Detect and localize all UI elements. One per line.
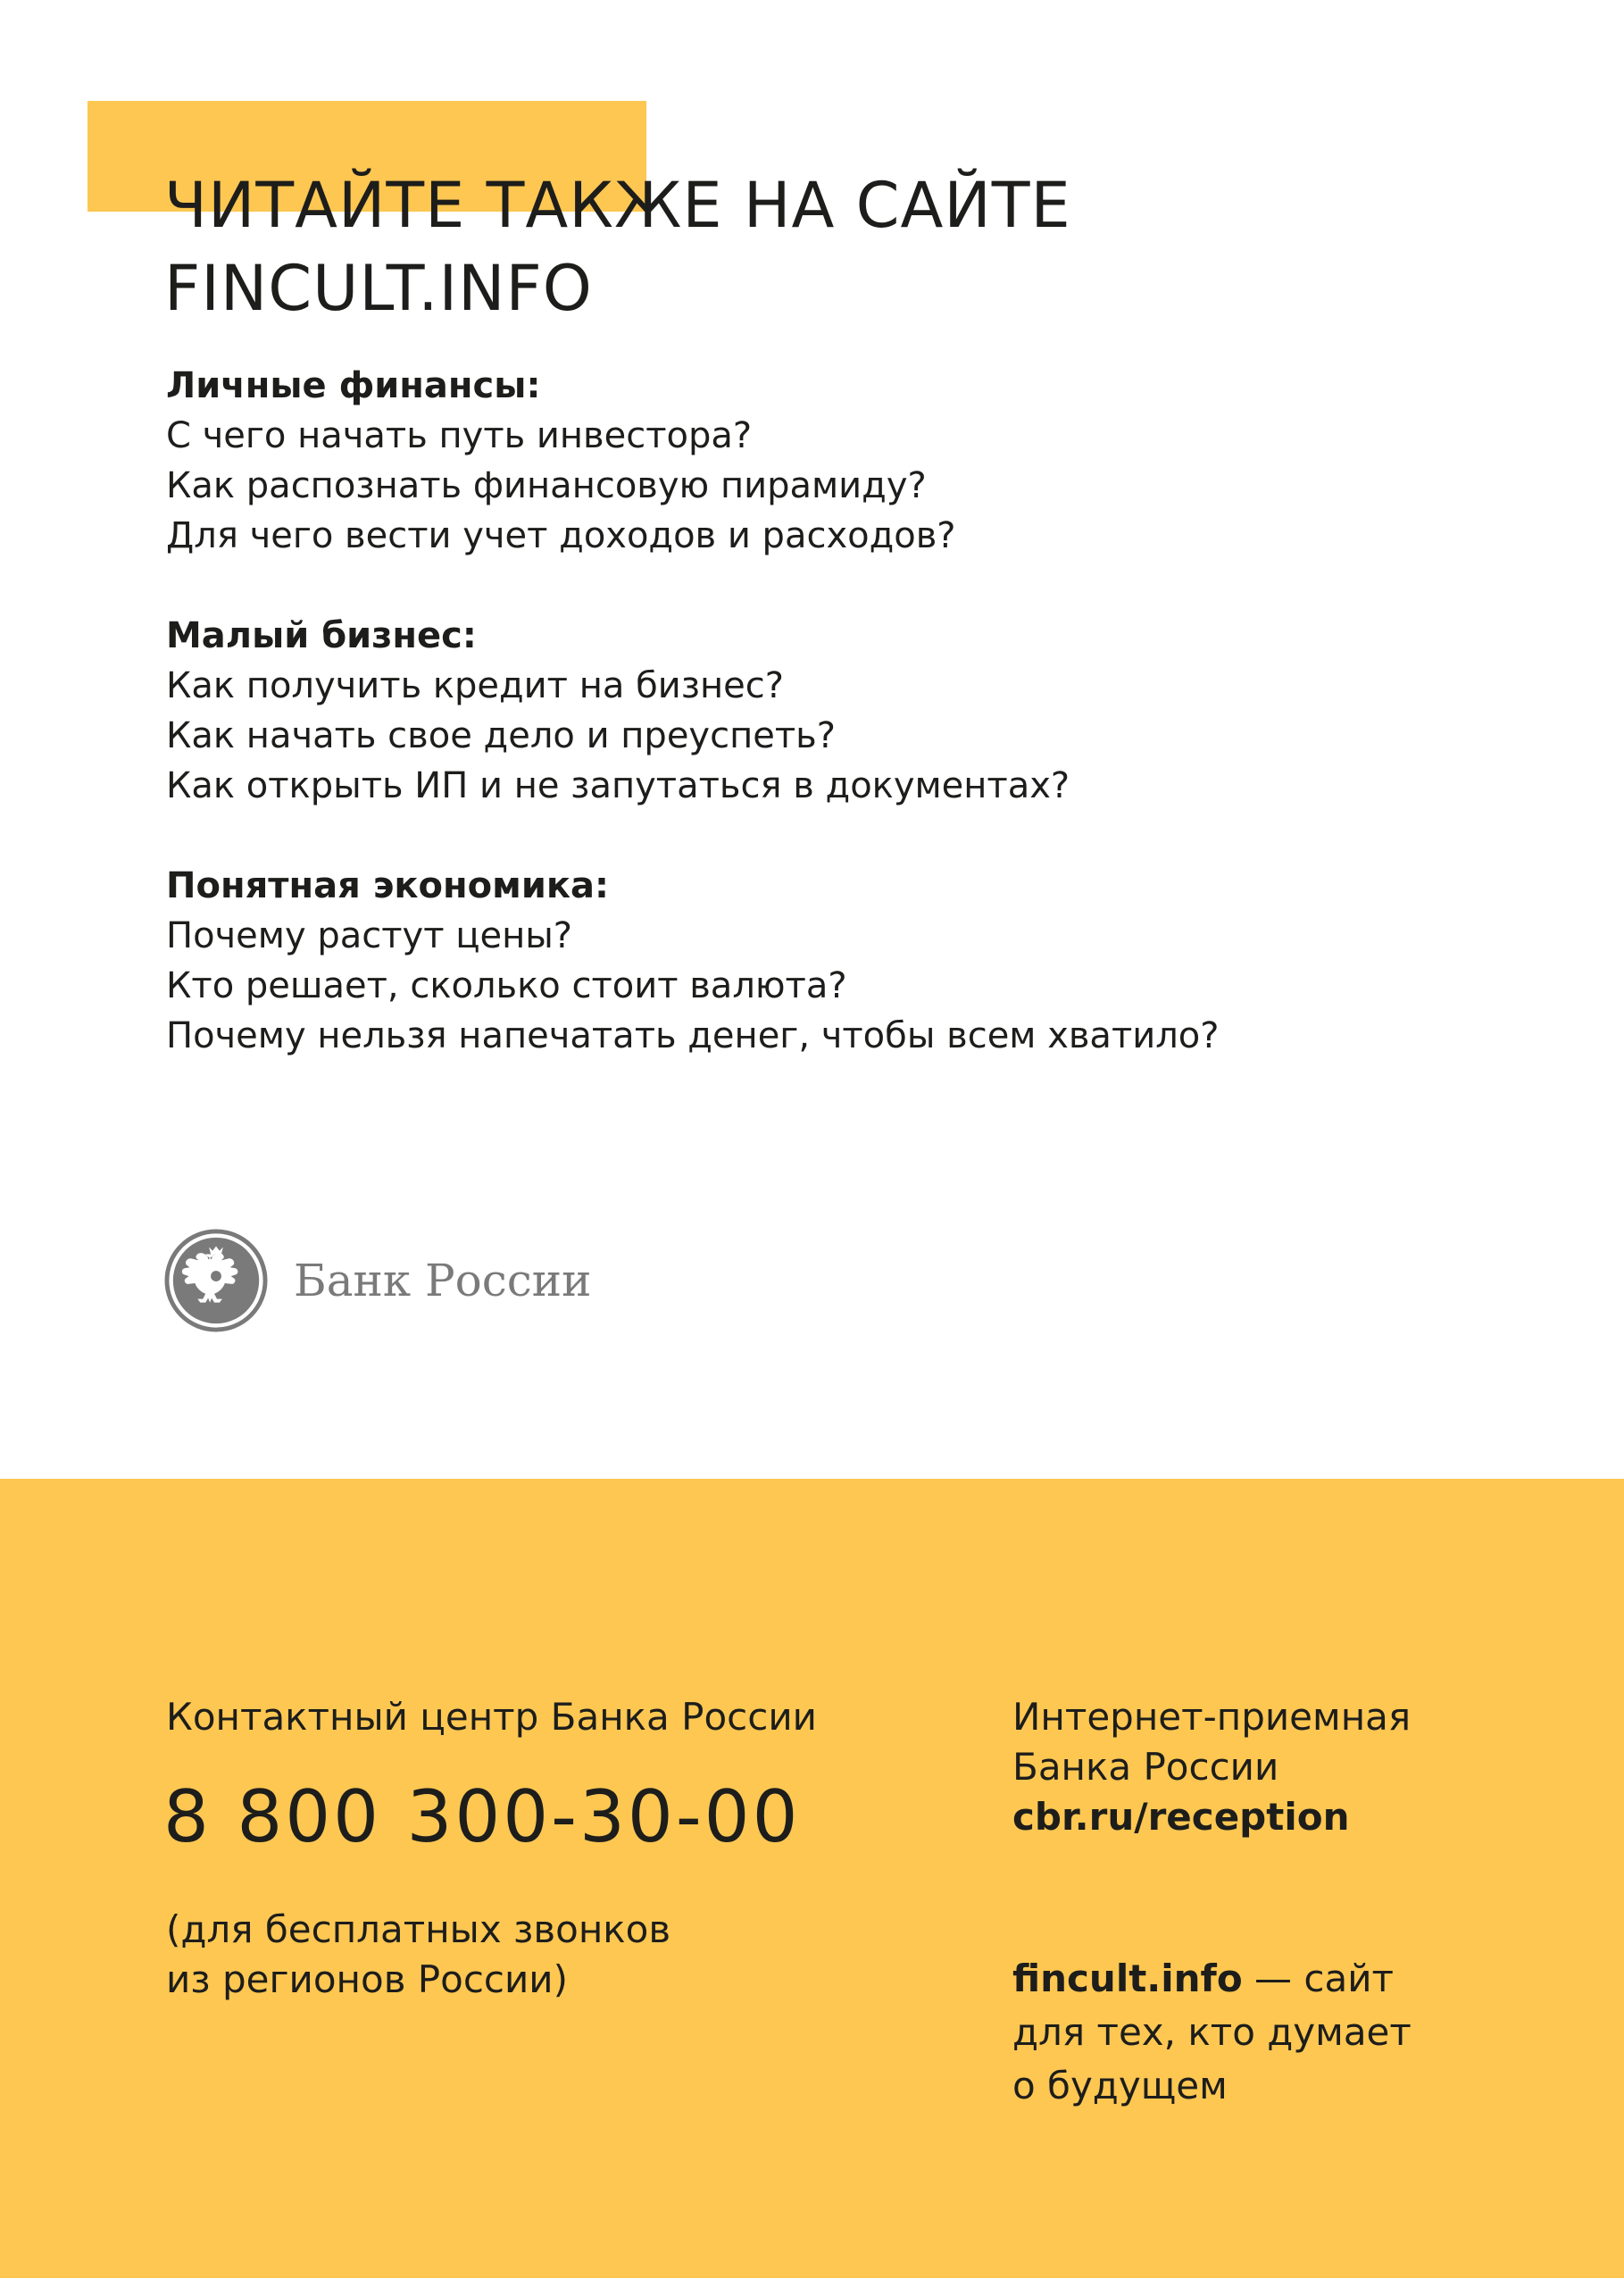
topic-item: Как распознать финансовую пирамиду? [166,465,927,506]
phone-note-line-2: из регионов России) [166,1957,568,2001]
bank-of-russia-logo [163,1226,591,1335]
topic-title: Малый бизнес: [166,615,477,656]
reception-line-1: Интернет-приемная [1012,1695,1412,1739]
reception-line-2: Банка России [1012,1745,1279,1789]
phone-number[interactable]: 8 800 300-30-00 [163,1775,801,1858]
double-headed-eagle-icon [163,1228,269,1333]
topic-item: Как открыть ИП и не запутаться в документах? [166,765,1070,806]
topic-title: Понятная экономика: [166,865,610,906]
tagline-line-1-rest: — сайт [1242,1957,1394,2000]
topic-item: Как получить кредит на бизнес? [166,665,784,706]
reception-link[interactable]: cbr.ru/reception [1012,1795,1350,1839]
topic-economics [166,861,1505,1061]
topic-item: С чего начать путь инвестора? [166,415,753,456]
topic-item: Кто решает, сколько стоит валюта? [166,965,847,1006]
phone-note-line-1: (для бесплатных звонков [166,1907,671,1951]
topic-item: Для чего вести учет доходов и расходов? [166,515,956,556]
logo-text: Банк России [294,1255,592,1306]
topic-title: Личные финансы: [166,365,541,406]
topic-personal-finance [166,361,1505,561]
topic-item: Почему нельзя напечатать денег, чтобы всем хватило? [166,1015,1220,1056]
topic-item: Как начать свое дело и преуспеть? [166,715,836,756]
contact-center-label: Контактный центр Банка России [166,1695,817,1739]
page-title-line-1: ЧИТАЙТЕ ТАКЖЕ НА САЙТЕ [164,169,1071,242]
fincult-site-link[interactable]: fincult.info [1012,1957,1243,2000]
topic-item: Почему растут цены? [166,915,573,956]
tagline-line-1 [1012,1952,1412,2006]
tagline-line-2: для тех, кто думает [1012,2010,1412,2054]
page-title-line-2: FINCULT.INFO [164,252,593,325]
topic-small-business [166,611,1505,811]
phone-note [166,1905,670,2005]
tagline-line-3: о будущем [1012,2064,1228,2107]
page-title [164,164,1414,330]
topics-list [166,361,1505,1111]
internet-reception [1012,1692,1411,1842]
fincult-tagline [1012,1952,1412,2113]
footer-panel [0,1479,1624,2278]
